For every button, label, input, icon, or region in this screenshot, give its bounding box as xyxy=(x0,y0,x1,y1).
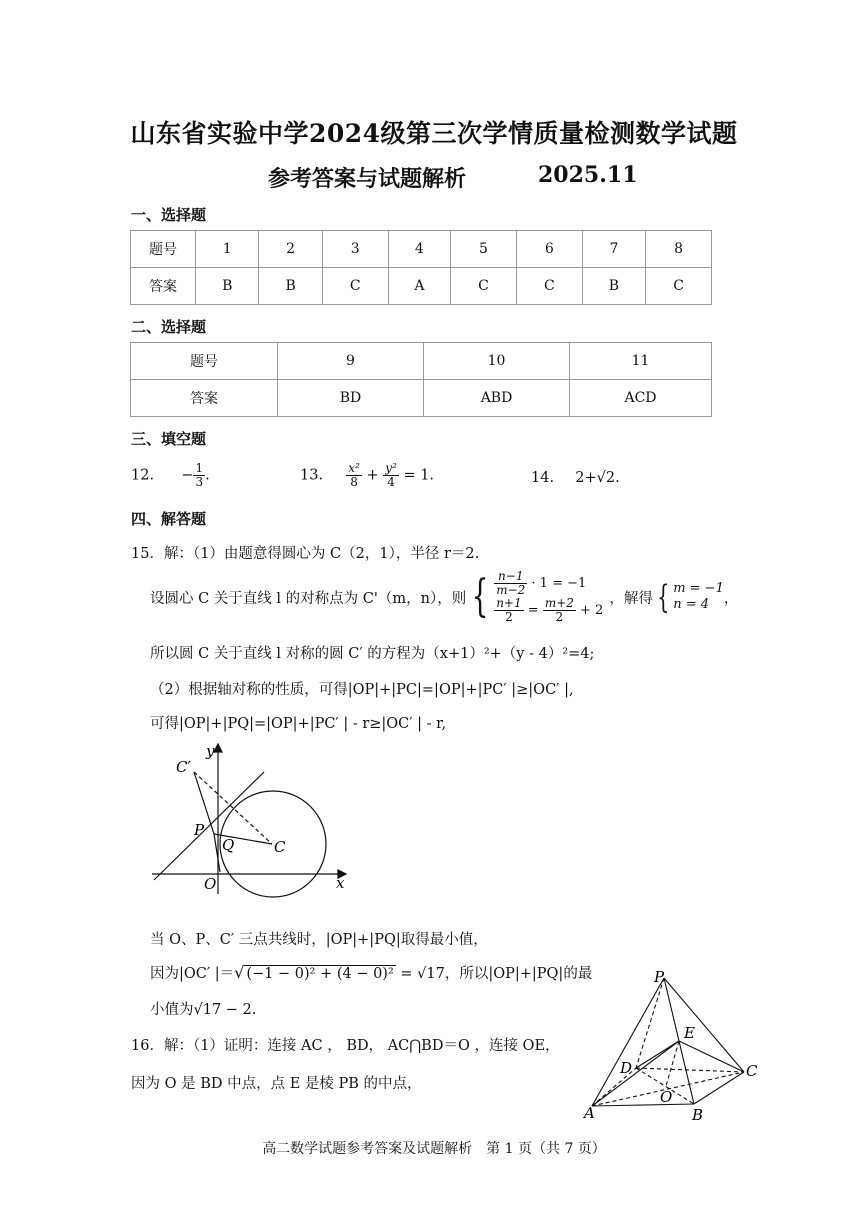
table-cell: 6 xyxy=(516,231,582,268)
equation-system: $\frac{n-1}{m-2}$ · 1 = −1 $\frac{n+1}{2}$ = $\frac{m+2}{2}$ + 2 xyxy=(496,569,604,624)
circle-c xyxy=(220,791,326,897)
table-cell: A xyxy=(388,268,450,305)
solution-line: 所以圆 C 关于直线 l 对称的圆 C′ 的方程为（x+1）²+（y - 4）²=4; xyxy=(150,646,595,662)
table-cell: 题号 xyxy=(131,231,196,268)
system-brace: { xyxy=(471,571,489,622)
y-axis-arrow xyxy=(214,744,222,752)
table-cell: 答案 xyxy=(131,380,278,417)
label-d: D xyxy=(620,1059,633,1077)
table-cell: C xyxy=(451,268,517,305)
math-text: + xyxy=(366,467,379,484)
table-cell: ABD xyxy=(424,380,570,417)
line-l xyxy=(154,772,264,880)
table-cell: 11 xyxy=(570,343,712,380)
table-row xyxy=(131,343,712,380)
page-title: 山东省实验中学2024级第三次学情质量检测数学试题 xyxy=(130,119,738,148)
question-number: 12. xyxy=(131,467,155,484)
solution-line: 16．解：（1）证明：连接 AC ， BD， AC⋂BD＝O ，连接 OE， xyxy=(131,1038,560,1054)
table-cell: 10 xyxy=(424,343,570,380)
label-b: B xyxy=(692,1106,704,1124)
table-cell: 4 xyxy=(388,231,450,268)
fill-answer-12 xyxy=(131,462,210,489)
sqrt-expression: (−1 − 0)² + (4 − 0)² xyxy=(246,966,394,982)
answer-table-1 xyxy=(130,230,712,305)
table-cell: 9 xyxy=(278,343,424,380)
label-y: y xyxy=(206,742,215,760)
section-heading: 三、填空题 xyxy=(131,430,207,448)
fraction: $\frac{\text{y²}}{4}$ xyxy=(385,461,397,489)
fill-answer-14 xyxy=(531,470,620,486)
table-cell: ACD xyxy=(570,380,712,417)
table-row xyxy=(131,231,712,268)
fraction: $\frac{\text{x²}}{8}$ xyxy=(348,461,360,489)
section-heading: 一、选择题 xyxy=(131,206,207,224)
table-cell: C xyxy=(516,268,582,305)
solution-line: 15．解：（1）由题意得圆心为 C（2，1），半径 r＝2. xyxy=(131,546,480,562)
label-q: Q xyxy=(222,836,235,854)
table-cell: 5 xyxy=(451,231,517,268)
section-heading: 四、解答题 xyxy=(131,510,207,528)
question-number: 14. xyxy=(531,470,555,486)
label-o: O xyxy=(204,875,217,893)
page-subtitle: 参考答案与试题解析 xyxy=(268,166,467,192)
solution-line: 当 O、P、C′ 三点共线时，|OP|+|PQ|取得最小值， xyxy=(150,932,488,948)
circle-figure xyxy=(148,738,368,898)
solution-line: 小值为√17 − 2. xyxy=(150,1002,257,1018)
section-heading: 二、选择题 xyxy=(131,318,207,336)
label-p: P xyxy=(654,968,665,986)
system-brace: { xyxy=(656,578,670,616)
solution-line: 可得|OP|+|PQ|=|OP|+|PC′ | - r≥|OC′ | - r, xyxy=(150,716,447,732)
math-text: 2+√2. xyxy=(575,470,620,486)
table-cell: BD xyxy=(278,380,424,417)
answer-table-2 xyxy=(130,342,712,417)
page-date: 2025.11 xyxy=(538,162,638,188)
solution-line: （2）根据轴对称的性质，可得|OP|+|PC|=|OP|+|PC′ |≥|OC′ |, xyxy=(150,682,574,698)
pyramid-figure xyxy=(580,964,770,1124)
table-cell: C xyxy=(322,268,388,305)
solution-line: 因为 O 是 BD 中点，点 E 是棱 PB 的中点， xyxy=(131,1076,422,1092)
label-c-prime: C′ xyxy=(176,758,191,776)
solution-line: 设圆心 C 关于直线 l 的对称点为 C'（m，n），则 { $\frac{n-1}{m-2}$ · 1 = −1 $\frac{n+1}{2}$ = $\frac{m+2}{2}$ + 2 ，解得 { m = −1 n = 4 ， xyxy=(150,569,739,624)
math-text: = 1. xyxy=(403,467,435,484)
label-p: P xyxy=(194,821,205,839)
fraction: $\frac{1}{3}$ xyxy=(195,461,204,489)
segment-p-o xyxy=(214,834,220,872)
table-cell: B xyxy=(196,268,259,305)
math-text: − xyxy=(181,467,194,484)
table-cell: 8 xyxy=(646,231,712,268)
label-c: C xyxy=(746,1062,758,1080)
table-cell: 3 xyxy=(322,231,388,268)
table-cell: 7 xyxy=(582,231,645,268)
label-c: C xyxy=(274,838,286,856)
equation-system: m = −1 n = 4 xyxy=(673,581,724,612)
fill-answer-13 xyxy=(300,462,434,489)
table-cell: 答案 xyxy=(131,268,196,305)
table-cell: 题号 xyxy=(131,343,278,380)
label-e: E xyxy=(684,1024,695,1042)
label-a: A xyxy=(584,1104,595,1122)
table-cell: 2 xyxy=(259,231,322,268)
page-footer: 高二数学试题参考答案及试题解析 第 1 页（共 7 页） xyxy=(262,1141,606,1157)
question-number: 13. xyxy=(300,467,324,484)
table-row xyxy=(131,380,712,417)
table-cell: B xyxy=(582,268,645,305)
table-cell: C xyxy=(646,268,712,305)
table-cell: B xyxy=(259,268,322,305)
math-text: . xyxy=(205,467,210,484)
table-row xyxy=(131,268,712,305)
solution-line: 因为|OC′ |＝√ (−1 − 0)² + (4 − 0)² = √17，所以|OP|+|PQ|的最 xyxy=(150,963,593,982)
label-x: x xyxy=(336,874,345,892)
table-cell: 1 xyxy=(196,231,259,268)
label-o: O xyxy=(660,1088,673,1106)
